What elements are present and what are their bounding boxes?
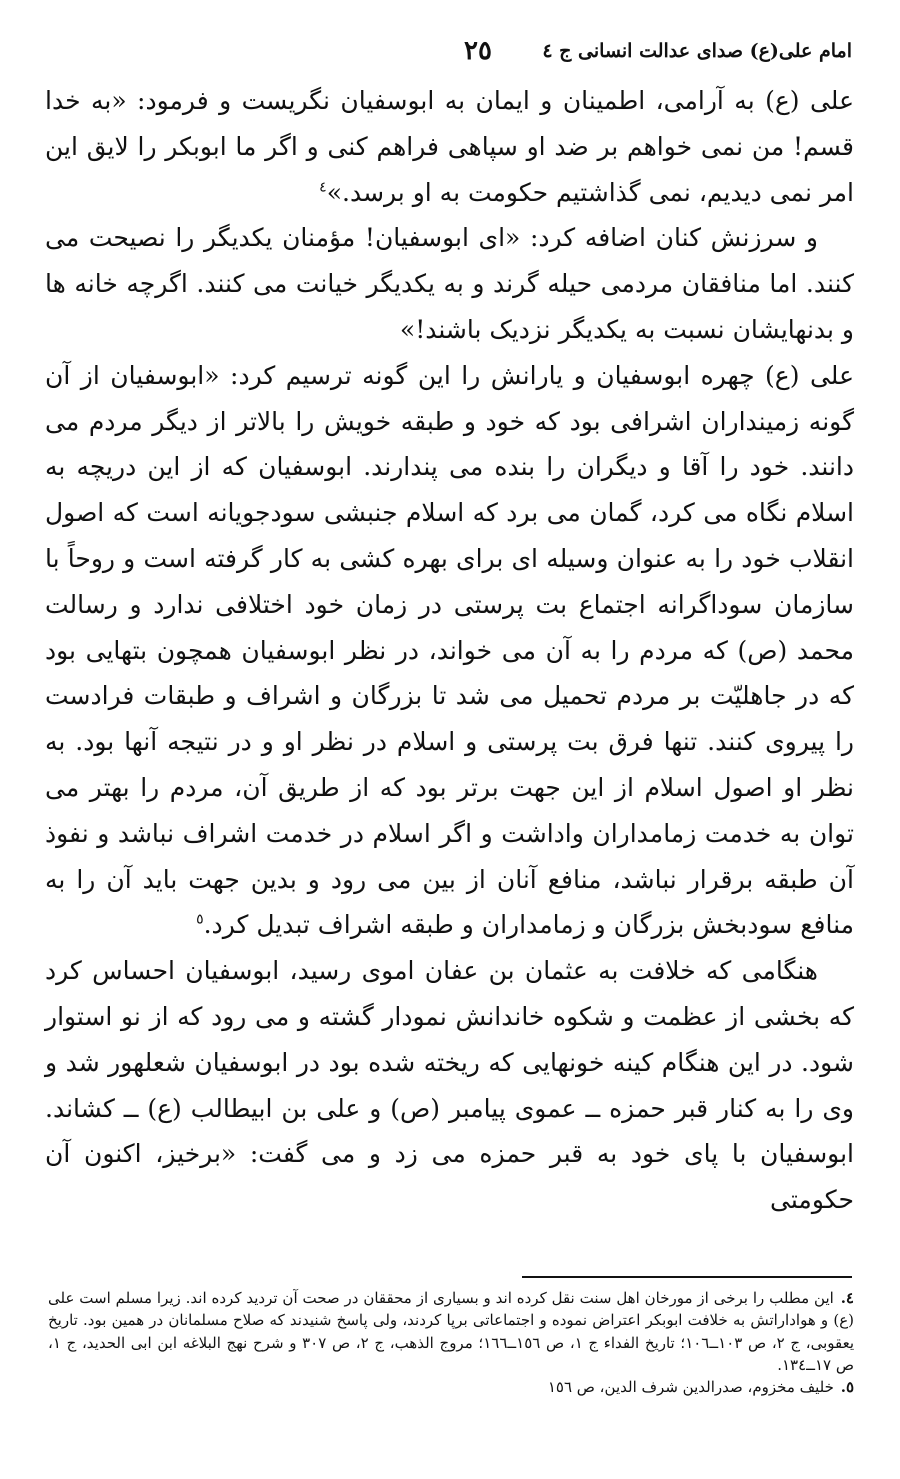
page-number: ٢٥ xyxy=(464,36,492,66)
footnote-reference[interactable]: ٤ xyxy=(319,179,327,196)
footnote-number: ٥. xyxy=(840,1378,854,1397)
footnote-item xyxy=(48,1287,854,1376)
footnotes xyxy=(48,1287,854,1398)
page-header xyxy=(48,36,852,72)
footnote-divider xyxy=(522,1276,852,1278)
paragraph xyxy=(45,78,854,215)
body-text xyxy=(45,78,854,1223)
footnote-number: ٤. xyxy=(840,1289,854,1307)
footnote-text: این مطلب را برخی از مورخان اهل سنت نقل کرده اند و بسیاری از محققان در صحت آن تردید کرده اند. زیرا مسلم است علی (ع) و هواداراتش به خلافت ابوبکر اعتراض نموده و اجتماعاتی برپا کردند، ولی پاسخ شنیدند که صلاح مسلمانان در همین بود. تاریخ یعقوبی، ج ٢، ص ١٠٣ــ١٠٦؛ تاریخ الفداء ج ١، ص ١٥٦ــ١٦٦؛ مروج الذهب، ج ٢، ص ٣٠٧ و شرح نهج البلاغه ابن ابی الحدید، ج ١، ص ١٧ــ١٣٤. xyxy=(48,1289,855,1374)
footnote-reference[interactable]: ٥ xyxy=(196,912,204,929)
running-title: امام علی(ع) صدای عدالت انسانی ج ٤ xyxy=(542,40,852,62)
paragraph xyxy=(45,948,854,1223)
footnote-text: خلیف مخزوم، صدرالدین شرف الدین، ص ١٥٦ xyxy=(547,1378,834,1397)
paragraph xyxy=(45,215,854,352)
paragraph-text: و سرزنش کنان اضافه کرد: «ای ابوسفیان! مؤمنان یکدیگر را نصیحت می کنند. اما منافقان مردمی حیله گرند و به یکدیگر خیانت می کنند. اگرچه خانه ها و بدنهایشان نسبت به یکدیگر نزدیک باشند!» xyxy=(45,223,854,344)
paragraph xyxy=(45,353,854,948)
paragraph-text: علی (ع) به آرامی، اطمینان و ایمان به ابوسفیان نگریست و فرمود: «به خدا قسم! من نمی خواهم بر ضد او سپاهی فراهم کنی و اگر ما ابوبکر را لایق این امر نمی دیدیم، نمی گذاشتیم حکومت به او برسد.» xyxy=(45,86,854,207)
footnote-item xyxy=(48,1376,854,1398)
paragraph-text: علی (ع) چهره ابوسفیان و یارانش را این گونه ترسیم کرد: «ابوسفیان از آن گونه زمینداران اشرافی بود که خود و طبقه خویش را بالاتر از دیگر مردم می دانند. خود را آقا و دیگران را بنده می پندارند. ابوسفیان که از این دریچه به اسلام نگاه می کرد، گمان می برد که اسلام جنبشی سودجویانه است که اصول انقلاب خود را به عنوان وسیله ای برای بهره کشی به کار گرفته است و روحاً با سازمان سوداگرانه اجتماع بت پرستی در زمان خود اختلافی ندارد و رسالت محمد (ص) که مردم را به آن می خواند، در نظر ابوسفیان همچون بتهایی بود که در جاهلیّت بر مردم تحمیل می شد تا بزرگان و اشراف و طبقات فرادست را پیروی کنند. تنها فرق بت پرستی و اسلام در نظر او و در نتیجه آنها بود. به نظر او اصول اسلام از این جهت برتر بود که از طریق آن، مردم را بهتر می توان به خدمت زمامداران واداشت و اگر اسلام در خدمت اشراف نباشد و نفوذ آن طبقه برقرار نباشد، منافع آنان از بین می رود و بدین جهت باید آن را به منافع سودبخش بزرگان و زمامداران و طبقه اشراف تبدیل کرد. xyxy=(45,360,854,940)
paragraph-text: هنگامی که خلافت به عثمان بن عفان اموی رسید، ابوسفیان احساس کرد که بخشی از عظمت و شکوه خاندانش نمودار گشته و می رود که از نو استوار شود. در این هنگام کینه خونهایی که ریخته شده بود در ابوسفیان شعلهور شد و وی را به کنار قبر حمزه ــ عموی پیامبر (ص) و علی بن ابیطالب (ع) ــ کشاند. ابوسفیان با پای خود به قبر حمزه می زد و می گفت: «برخیز، اکنون آن حکومتی xyxy=(45,956,854,1215)
